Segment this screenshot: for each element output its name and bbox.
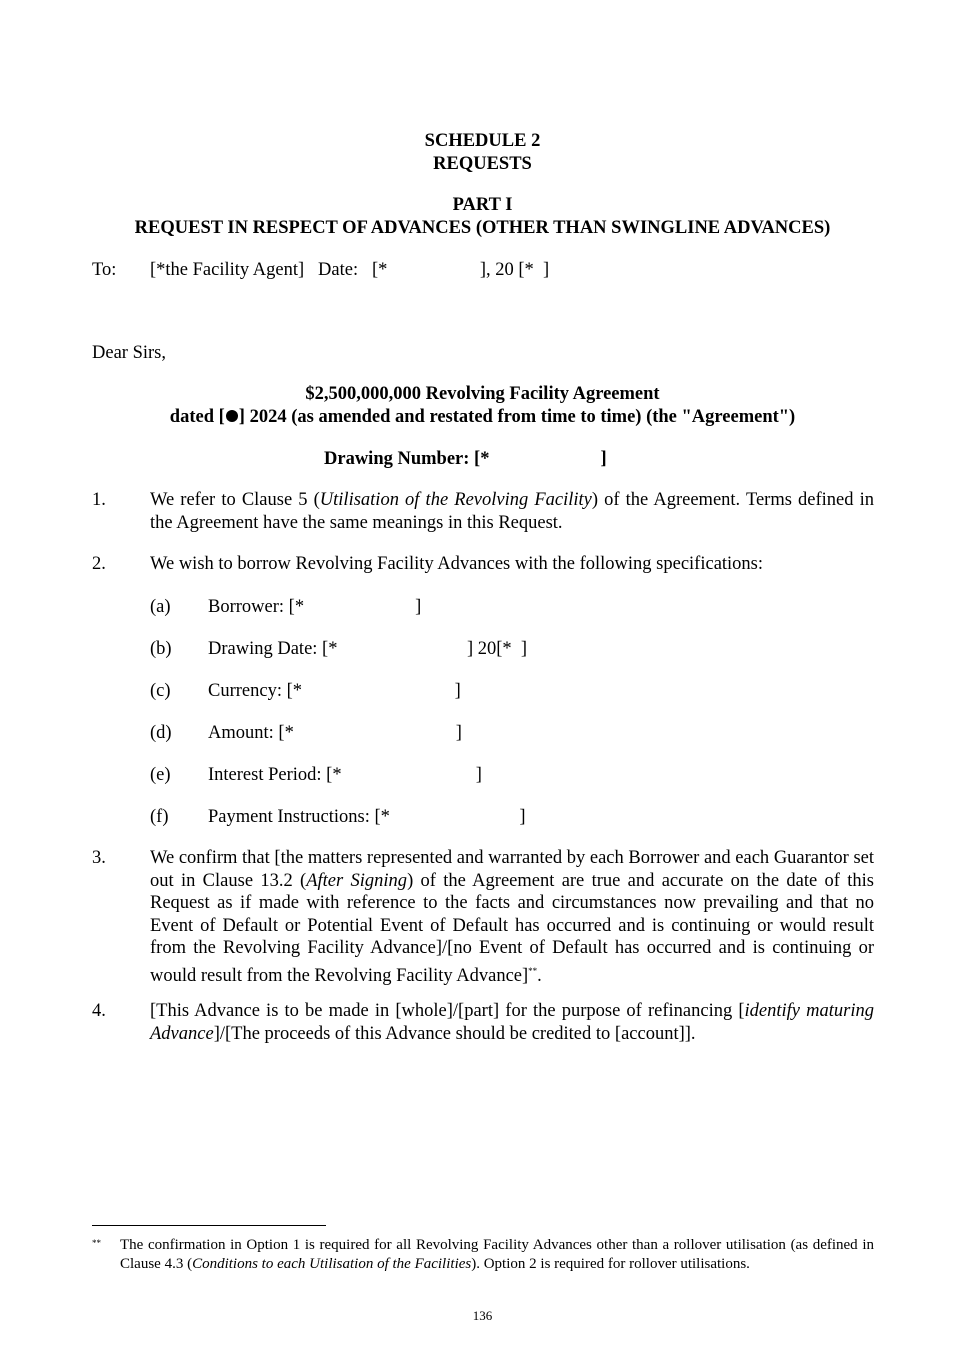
- paragraph-text: We confirm that [the matters represented and warranted by each Borrower and each Guarantor set out in Clause 13.2 (After Signing) of the Agreement are true and accurate on the date of this Request as if made with reference to the facts and circumstances now prevailing and that no Event of Default or Potential Event of Default has occurred and is continuing or would result from the Revolving Facility Advance]/[no Event of Default has occurred and is continuing or would result from the Revolving Facility Advance]**.: [150, 848, 874, 986]
- footnote-divider: [92, 1225, 326, 1226]
- addressee-values: [150, 259, 549, 281]
- paragraph-2: [92, 553, 874, 576]
- to-value: [*the Facility Agent]: [150, 260, 305, 280]
- item-letter: (e): [150, 765, 171, 785]
- part-subtitle: REQUEST IN RESPECT OF ADVANCES (OTHER THAN SWINGLINE ADVANCES): [134, 218, 831, 238]
- paragraph-number: 1.: [92, 490, 106, 510]
- schedule-subtitle: REQUESTS: [433, 154, 532, 174]
- part-heading: [0, 194, 965, 240]
- item-text: Interest Period: [* ]: [208, 765, 482, 785]
- footnote: [92, 1236, 874, 1276]
- placeholder-instruction: identify maturing Advance: [150, 1001, 874, 1044]
- footnote-text: The confirmation in Option 1 is required for all Revolving Facility Advances other than a rollover utilisation (as defined in Clause 4.3 (Conditions to each Utilisation of the Facilities). Option 2 is required for rollover utilisations.: [120, 1237, 874, 1272]
- part-title: PART I: [452, 195, 513, 215]
- item-text: Amount: [* ]: [208, 723, 462, 743]
- paragraph-text: [This Advance is to be made in [whole]/[part] for the purpose of refinancing [identify maturing Advance]/[The proceeds of this Advance should be credited to [account]].: [150, 1001, 874, 1044]
- clause-reference: After Signing: [306, 870, 408, 891]
- item-letter: (d): [150, 723, 172, 743]
- schedule-heading: [0, 130, 965, 176]
- footnote-reference: **: [528, 965, 538, 976]
- footnote-mark: **: [92, 1238, 101, 1248]
- drawing-number: Drawing Number: [* ]: [324, 449, 607, 469]
- schedule-title: SCHEDULE 2: [424, 131, 541, 151]
- paragraph-3: [92, 847, 874, 986]
- to-label: To:: [92, 260, 117, 280]
- item-text: Borrower: [* ]: [208, 597, 422, 617]
- item-letter: (b): [150, 639, 172, 659]
- date-label: Date:: [318, 260, 359, 280]
- agreement-heading: [0, 383, 965, 429]
- item-letter: (a): [150, 597, 171, 617]
- addressee-line: [92, 259, 116, 281]
- item-letter: (f): [150, 807, 169, 827]
- salutation: Dear Sirs,: [92, 343, 166, 363]
- agreement-title: $2,500,000,000 Revolving Facility Agreement: [305, 384, 660, 404]
- paragraph-1: [92, 489, 874, 535]
- page-number: 136: [472, 1308, 493, 1323]
- paragraph-number: 3.: [92, 848, 106, 868]
- item-text: Drawing Date: [* ] 20[* ]: [208, 639, 528, 659]
- paragraph-text: We wish to borrow Revolving Facility Advances with the following specifications:: [150, 554, 764, 574]
- date-value: [* ], 20 [* ]: [371, 260, 550, 280]
- bullet-icon: [226, 410, 238, 422]
- agreement-dated: dated [ ] 2024 (as amended and restated from time to time) (the "Agreement"): [169, 407, 796, 427]
- paragraph-number: 4.: [92, 1001, 106, 1021]
- paragraph-text: We refer to Clause 5 (Utilisation of the Revolving Facility) of the Agreement. Terms defined in the Agreement have the same meanings in this Request.: [150, 490, 874, 533]
- clause-reference: Utilisation of the Revolving Facility: [319, 490, 592, 510]
- item-letter: (c): [150, 681, 171, 701]
- paragraph-number: 2.: [92, 554, 106, 574]
- paragraph-4: [92, 1000, 874, 1046]
- item-text: Currency: [* ]: [208, 681, 461, 701]
- item-text: Payment Instructions: [* ]: [208, 807, 526, 827]
- clause-reference: Conditions to each Utilisation of the Facilities: [192, 1256, 472, 1272]
